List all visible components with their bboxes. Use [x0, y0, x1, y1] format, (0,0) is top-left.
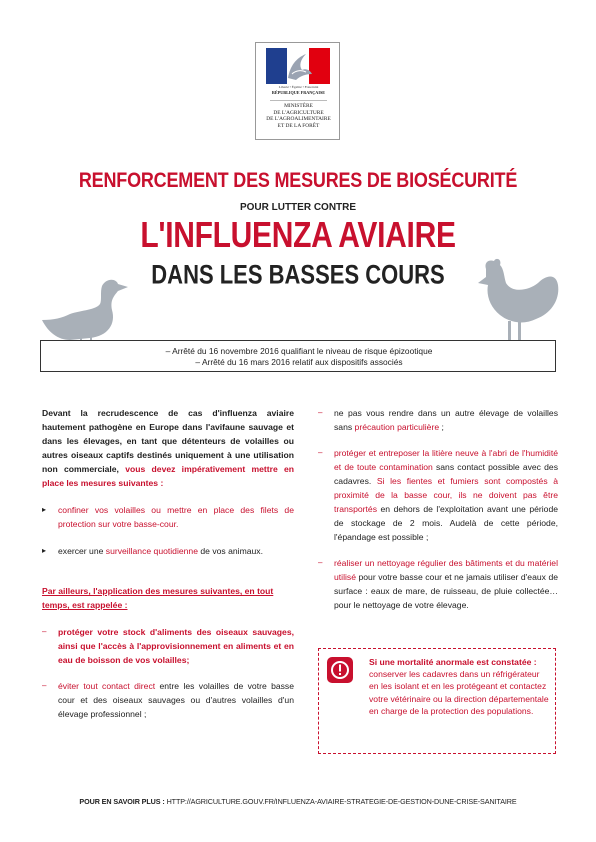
- dash-bullet-icon: –: [318, 408, 323, 417]
- list-item-highlight: protéger et entreposer la litière neuve à l'abri de l'humidité et de toute contamination: [334, 448, 558, 472]
- dash-bullet-icon: –: [318, 448, 323, 457]
- list-item-text: de vos animaux.: [200, 546, 263, 556]
- list-item-text: entre les volailles de votre basse cour et des oiseaux sauvages ou d'autres volailles d'un élevage professionnel ;: [58, 681, 295, 719]
- marianne-logo-icon: [266, 48, 330, 84]
- intro-red-text: vous devez impérativement mettre en place les mesures suivantes :: [42, 464, 295, 488]
- title-basses-cours: DANS LES BASSES COURS: [151, 259, 445, 290]
- hen-icon: [472, 255, 560, 345]
- logo-ministry: MINISTÈRE DE L'AGRICULTURE DE L'AGROALIMENTAIRE ET DE LA FORÊT: [266, 103, 331, 129]
- alert-body: conserver les cadavres dans un réfrigérateur en les isolant et en les protégeant et contactez votre vétérinaire ou la direction départementale en charge de la protection des populations.: [369, 669, 549, 716]
- list-item-text: en dehors de l'exploitation avant une période de stockage de 2 mois. Audelà de cette période, l'épandage est possible ;: [334, 504, 559, 542]
- alert-heading: Si une mortalité anormale est constatée :: [369, 657, 537, 667]
- arrete-line-1: – Arrêté du 16 novembre 2016 qualifiant le niveau de risque épizootique: [165, 346, 433, 356]
- dash-bullet-icon: –: [42, 627, 47, 636]
- list-item: [42, 503, 294, 531]
- title-biosecurite: RENFORCEMENT DES MESURES DE BIOSÉCURITÉ: [78, 167, 518, 192]
- logo-motto: Liberté • Égalité • Fraternité: [278, 85, 319, 89]
- intro-text: Devant la recrudescence de cas d'influenza aviaire hautement pathogène en Europe dans l'avifaune sauvage et dans les élevages, en tant que détenteurs de volailles ou autres oiseaux captifs destinés uniquement à une utilisation non commerciale,: [42, 408, 294, 474]
- list-item: [42, 544, 294, 558]
- list-item-highlight: éviter tout contact direct: [58, 681, 156, 691]
- footer: [0, 797, 596, 806]
- duck-icon: [40, 274, 130, 348]
- list-item-text: protéger votre stock d'aliments des oiseaux sauvages, ainsi que l'accès à l'approvisionnement en aliments et en eau de boisson de vos volailles;: [58, 627, 294, 665]
- list-item-text: sans contact possible avec des cadavres.: [334, 462, 558, 486]
- list-item-text: ne pas vous rendre dans un autre élevage de volailles sans: [334, 408, 558, 432]
- title-influenza: L'INFLUENZA AVIAIRE: [140, 215, 456, 256]
- list-item: [318, 556, 558, 612]
- dash-bullet-icon: –: [42, 681, 47, 690]
- mortality-alert-box: [318, 648, 556, 754]
- exclamation-icon: [327, 657, 353, 683]
- list-item-text: pour votre basse cour et ne jamais utiliser d'eaux de surface : eaux de mare, de ruisseau, de pluie collectée… pour le nettoyage de votre élevage.: [334, 572, 559, 610]
- list-item: [318, 446, 558, 544]
- list-item-highlight: précaution particulière: [354, 422, 440, 432]
- list-item-highlight: Si les fientes et fumiers sont compostés à proximité de la basse cour, ils ne doivent pas être transportés: [334, 476, 558, 514]
- list-item: [42, 679, 294, 721]
- subheading: Par ailleurs, l'application des mesures suivantes, en tout temps, est rappelée :: [42, 586, 274, 610]
- list-item-text: exercer une: [58, 546, 104, 556]
- arrete-line-2: – Arrêté du 16 mars 2016 relatif aux dispositifs associés: [195, 357, 403, 367]
- list-item-text: confiner vos volailles ou mettre en place des filets de protection sur votre basse-cour.: [58, 505, 294, 529]
- logo-divider: [270, 100, 327, 101]
- intro-paragraph: [42, 406, 294, 490]
- alert-text: [369, 656, 551, 717]
- list-item-text: ;: [441, 422, 444, 432]
- arretes-box: [40, 340, 556, 372]
- footer-label: POUR EN SAVOIR PLUS :: [79, 797, 165, 806]
- ministry-logo: [255, 42, 340, 140]
- list-item-highlight: réaliser un nettoyage régulier des bâtiments et du matériel utilisé: [334, 558, 558, 582]
- list-item: [318, 406, 558, 434]
- dash-bullet-icon: –: [318, 558, 323, 567]
- footer-url-link[interactable]: HTTP://AGRICULTURE.GOUV.FR/INFLUENZA-AVIAIRE-STRATEGIE-DE-GESTION-DUNE-CRISE-SANITAIRE: [166, 797, 517, 806]
- left-column: [42, 406, 294, 721]
- list-item: [42, 625, 294, 667]
- title-pour-lutter: POUR LUTTER CONTRE: [239, 202, 357, 213]
- triangle-bullet-icon: ▸: [42, 546, 47, 555]
- logo-republic: RÉPUBLIQUE FRANÇAISE: [271, 90, 326, 95]
- right-column: [318, 406, 558, 612]
- list-item-highlight: surveillance quotidienne: [105, 546, 198, 556]
- triangle-bullet-icon: ▸: [42, 505, 47, 514]
